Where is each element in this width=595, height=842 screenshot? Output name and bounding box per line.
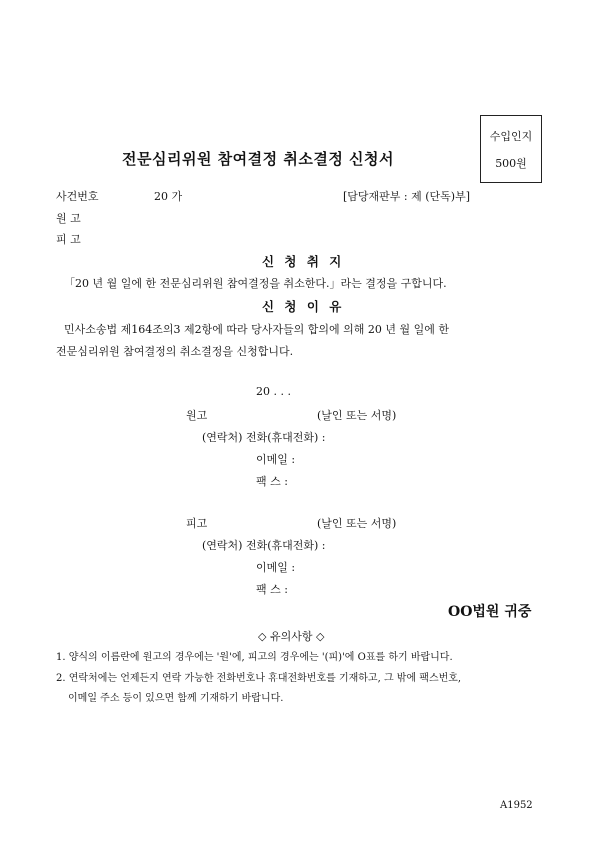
defendant-label: 피 고 [56, 233, 81, 246]
stamp-label: 수입인지 [489, 129, 533, 143]
case-number-value: 20 가 [154, 190, 183, 203]
defendant-fax-label: 팩 스 : [256, 583, 288, 596]
purpose-text: 「20 년 월 일에 한 전문심리위원 참여결정을 취소한다.」라는 결정을 구합니다. [64, 277, 447, 290]
defendant-contact-label: (연락처) 전화(휴대전화) : [202, 539, 326, 552]
reason-text-line2: 전문심리위원 참여결정의 취소결정을 신청합니다. [56, 345, 294, 358]
reason-text-line1: 민사소송법 제164조의3 제2항에 따라 당사자들의 합의에 의해 20 년 월 일에 한 [64, 323, 449, 336]
note-item-2-line1: 2. 연락처에는 언제든지 연락 가능한 전화번호나 휴대전화번호를 기재하고, 그 밖에 팩스번호, [56, 673, 462, 684]
reason-heading: 신 청 이 유 [262, 299, 345, 314]
case-number-label: 사건번호 [56, 190, 99, 203]
plaintiff-seal-label: (날인 또는 서명) [317, 409, 397, 422]
plaintiff-email-label: 이메일 : [256, 453, 296, 466]
purpose-heading: 신 청 취 지 [262, 254, 345, 269]
date-line: 20 . . . [256, 385, 291, 398]
form-code: A1952 [500, 800, 533, 811]
note-item-1: 1. 양식의 이름란에 원고의 경우에는 '원'에, 피고의 경우에는 '(피)'에 O표를 하기 바랍니다. [56, 652, 453, 663]
plaintiff-fax-label: 팩 스 : [256, 475, 288, 488]
plaintiff-sign-role: 원고 [186, 409, 208, 422]
defendant-email-label: 이메일 : [256, 561, 296, 574]
defendant-seal-label: (날인 또는 서명) [317, 517, 397, 530]
notes-heading: ◇ 유의사항 ◇ [258, 630, 325, 643]
document-title: 전문심리위원 참여결정 취소결정 신청서 [122, 150, 394, 168]
plaintiff-label: 원 고 [56, 212, 81, 225]
stamp-amount: 500원 [495, 156, 527, 170]
court-addressee: OO법원 귀중 [448, 604, 532, 620]
defendant-sign-role: 피고 [186, 517, 208, 530]
division-field: [담당재판부 : 제 (단독)부] [343, 190, 470, 203]
plaintiff-contact-label: (연락처) 전화(휴대전화) : [202, 431, 326, 444]
note-item-2-line2: 이메일 주소 등이 있으면 함께 기재하기 바랍니다. [68, 693, 284, 704]
revenue-stamp-box [480, 115, 542, 183]
